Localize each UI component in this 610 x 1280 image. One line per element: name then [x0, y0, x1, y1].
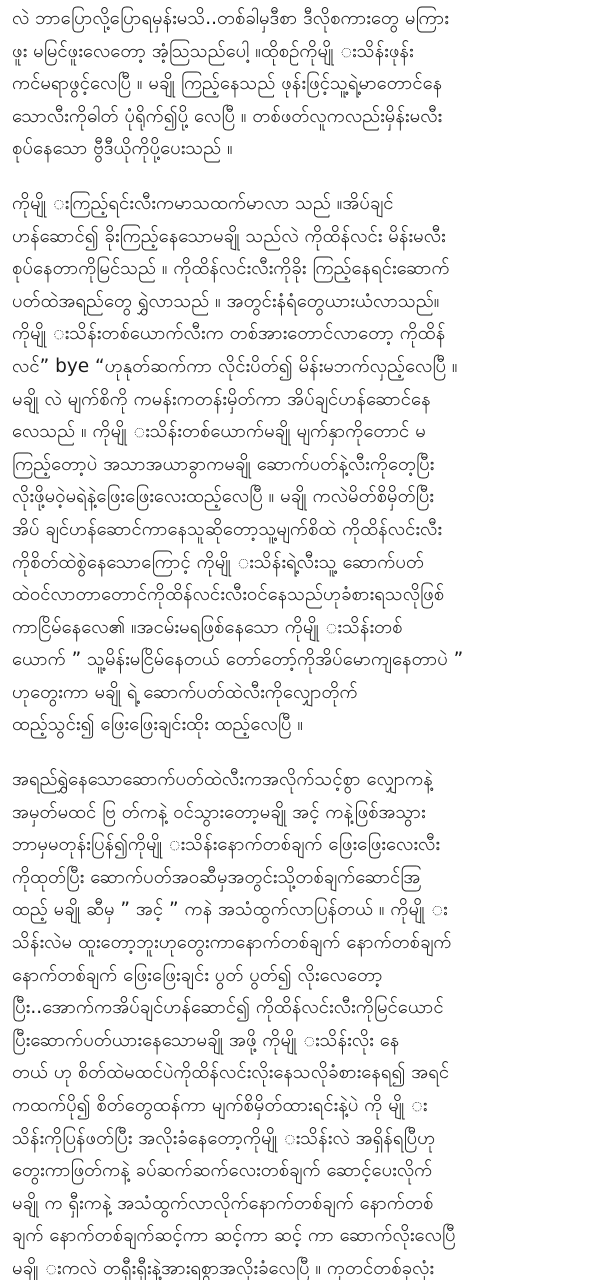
text-line: အရည်ရွှဲနေသောဆောက်ပတ်ထဲလီးကအလိုက်သင့်စွာ လျှောကနဲ့ — [12, 769, 433, 791]
text-line: သောလီးကိုဓါတ် ပုံရိုက်၍ပို့ လေပြီ ။ တစ်ဖတ်လူကလည်းမှိန်းမလီး — [12, 105, 443, 127]
text-line: တွေးကာဖြတ်ကနဲ့ ခပ်ဆက်ဆက်လေးတစ်ချက် ဆောင့်ပေးလိုက် — [12, 1160, 433, 1182]
text-line: မချို းကလဲ တရှီးရှီးနဲ့အားရစွာအလိုးခံလေပြီ ။ ကုတင်တစ်ခုလုံး — [12, 1257, 435, 1279]
text-line: လိုးဖို့မဝဲ့မရဲနဲ့ဖြေးဖြေးလေးထည့်လေပြီ ။ မချို ကလဲမိတ်စိမှိတ်ပြီး — [12, 486, 434, 508]
paragraph-3 — [12, 764, 604, 1280]
text-line: ပတ်ထဲအရည်တွေ ရွှဲလာသည် ။ အတွင်းနံရံတွေယားယံလာသည်။ — [12, 290, 440, 312]
text-line: ထည့် မချို ဆီမှ ” အင့် ” ကနဲ အသံထွက်လာပြန်တယ် ။ ကိုမျို း — [12, 899, 448, 921]
text-line: လေသည် ။ ကိုမျို းသိန်းတစ်ယောက်မချို မျက်နှာကိုတောင် မ — [12, 421, 426, 443]
text-line: ပြီး..အောက်ကအိပ်ချင်ဟန်ဆောင်၍ ကိုထိန်လင်းလီးကိုမြင်ယောင် — [12, 997, 444, 1019]
text-line: မချို က ရှီးကနဲ့ အသံထွက်လာလိုက်နောက်တစ်ချက် နောက်တစ် — [12, 1192, 434, 1214]
text-line: လဲ ဘာပြောလို့ပြောရမှန်းမသိ..တစ်ခါမှဒီစာ ဒီလိုစကားတွေ မကြား — [12, 8, 449, 29]
paragraph-gap — [12, 742, 604, 764]
text-line: နောက်တစ်ချက် ဖြေးဖြေးချင်း ပွတ် ပွတ်၍ လိုးလေတော့ — [12, 964, 383, 986]
text-line: ထည့်သွင်း၍ ဖြေးဖြေးချင်းထိုး ထည့်လေပြီ ။ — [12, 714, 303, 736]
paragraph-gap — [12, 166, 604, 188]
text-line: အမှတ်မထင် ဗြ တ်ကနဲ့ ဝင်သွားတော့မချို အင့် ကနဲ့ဖြစ်အသွား — [12, 801, 426, 823]
text-line: အိပ် ချင်ဟန်ဆောင်ကာနေသူဆိုတော့သူ့မျက်စိထဲ ကိုထိန်လင်းလီး — [12, 518, 443, 540]
text-line: ချက် နောက်တစ်ချက်ဆင့်ကာ ဆင့်ကာ ဆင့် ကာ ဆောက်လိုးလေပြီ — [12, 1225, 456, 1247]
text-line: ထဲဝင်လာတာတောင်ကိုထိန်လင်းလီးဝင်နေသည်ဟုခံစားရသလိုဖြစ် — [12, 584, 445, 606]
text-line: လင်” bye “ဟုနုတ်ဆက်ကာ လိုင်းပိတ်၍ မိန်းမဘက်လှည့်လေပြီ ။ — [12, 355, 458, 377]
text-line: ပြီးဆောက်ပတ်ယားနေသောမချို အဖို့ ကိုမျို းသိန်းလိုး နေ — [12, 1029, 400, 1051]
text-line: တယ် ဟု စိတ်ထဲမထင်ပဲကိုထိန်လင်းလိုးနေသလိုခံစားနေရ၍ အရင် — [12, 1062, 450, 1084]
paragraph-2 — [12, 188, 604, 742]
text-line: ကထက်ပို၍ စိတ်တွေထန်ကာ မျက်စိမှိတ်ထားရင်းနဲ့ပဲ ကို မျို း — [12, 1095, 428, 1116]
text-line: ကာငြိမ်နေလေ၏ ။အငမ်းမရဖြစ်နေသော ကိုမျို းသိန်းတစ် — [12, 616, 403, 638]
text-line: သိန်းလဲမ ထူးတော့ဘူးဟုတွေးကာနောက်တစ်ချက် နောက်တစ်ချက် — [12, 932, 452, 954]
text-line: ကိုမျို းကြည့်ရင်းလီးကမာသထက်မာလာ သည် ။အိပ်ချင် — [12, 192, 394, 214]
text-line: ကြည့်တော့ပဲ အသာအယာခွာကမချို ဆောက်ပတ်နဲ့လီးကိုတေ့ပြီး — [12, 453, 435, 475]
text-line: ကိုမျို းသိန်းတစ်ယောက်လီးက တစ်အားတောင်လာတော့ ကိုထိန် — [12, 323, 446, 345]
text-line: ဘာမှမတုန်းပြန်၍ကိုမျို းသိန်းနောက်တစ်ချက် ဖြေးဖြေးလေးလီး — [12, 834, 441, 856]
text-line: စုပ်နေတာကိုမြင်သည် ။ ကိုထိန်လင်းလီးကိုခိုး ကြည့်နေရင်းဆောက် — [12, 258, 450, 280]
text-line: ဟန်ဆောင်၍ ခိုးကြည့်နေသောမချို သည်လဲ ကိုထိန်လင်း မိန်းမလီး — [12, 225, 446, 247]
paragraph-1 — [12, 3, 604, 166]
text-line: ကိုစိတ်ထဲစွဲနေသောကြောင့် ကိုမျို းသိန်းရဲ့လီးသူ့ ဆောက်ပတ် — [12, 551, 424, 573]
text-line: ယောက် ” သူ့မိန်းမငြိမ်နေတယ် တော်တော့်ကိုအိပ်မောကျနေတာပဲ ” — [12, 649, 464, 671]
text-line: ဟုတွေးကာ မချို ရဲ့ ဆောက်ပတ်ထဲလီးကိုလျှောတိုက် — [12, 681, 358, 703]
text-line: ဖူး မမြင်ဖူးလေတော့ အံ့ဩသည်ပေါ့ ။ထိုစဉ်ကိုမျို းသိန်းဖုန်း — [12, 40, 414, 62]
text-line: မချို လဲ မျက်စိကို ကမန်းကတန်းမှိတ်ကာ အိပ်ချင်ဟန်ဆောင်နေ — [12, 388, 431, 410]
text-line: ကင်မရာဖွင့်လေပြီ ။ မချို ကြည့်နေသည် ဖုန်းဖြင့်သူ့ရဲ့မာတောင်နေ — [12, 73, 443, 95]
text-line: ကိုထုတ်ပြီး ဆောက်ပတ်အဝဆီမှအတွင်းသို့တစ်ချက်ဆောင်အြ — [12, 866, 421, 888]
text-line: သိန်းကိုပြန်ဖတ်ပြီး အလိုးခံနေတော့ကိုမျို းသိန်းလဲ အရှိန်ရပြီဟု — [12, 1127, 436, 1149]
text-line: စုပ်နေသော ဗွီဒီယိုကိုပို့ပေးသည် ။ — [12, 138, 233, 160]
